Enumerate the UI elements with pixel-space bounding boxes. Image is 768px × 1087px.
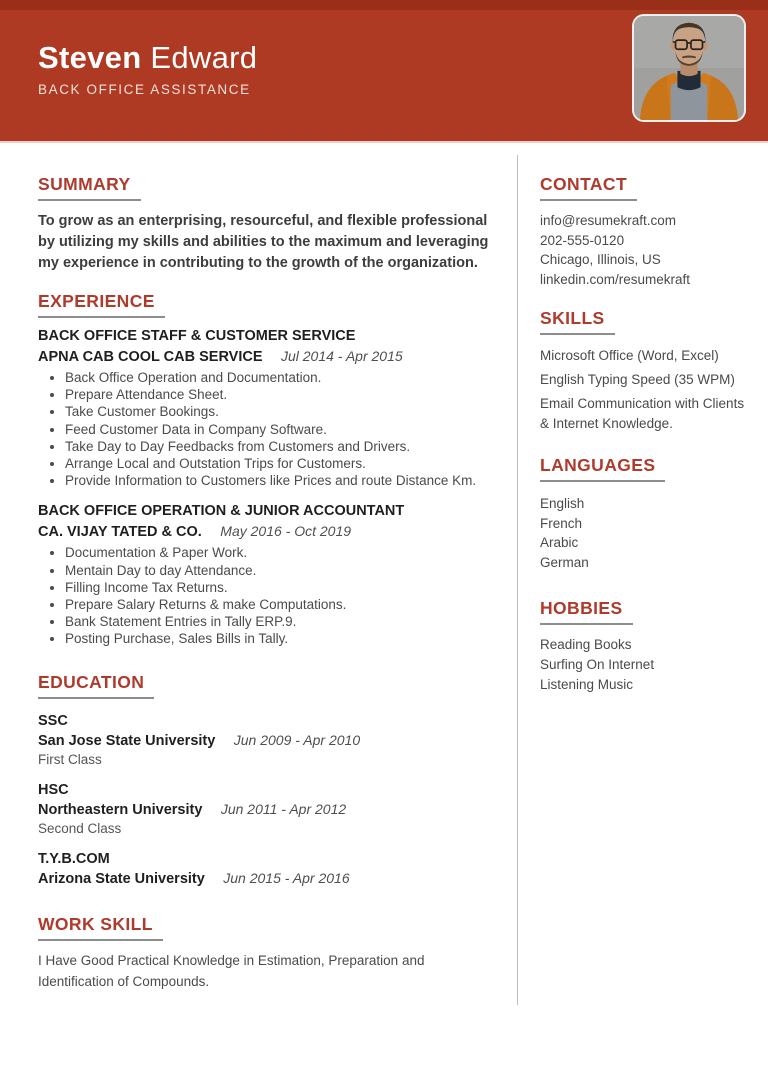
education-degree: SSC <box>38 712 68 729</box>
contact-heading: CONTACT <box>540 174 637 201</box>
job-company: CA. VIJAY TATED & CO. <box>38 524 202 541</box>
job-entry <box>38 327 503 489</box>
language-item: German <box>540 554 589 570</box>
education-entry <box>38 850 503 888</box>
job-bullet: • Take Customer Bookings. <box>65 403 503 420</box>
work-skill-heading: WORK SKILL <box>38 914 163 941</box>
job-bullet: • Provide Information to Customers like Prices and route Distance Km. <box>65 472 503 489</box>
first-name: Steven <box>38 40 142 75</box>
languages-list <box>540 494 752 572</box>
job-bullet: • Back Office Operation and Documentation. <box>65 369 503 386</box>
education-school: Arizona State University <box>38 870 205 887</box>
section-hobbies <box>540 598 752 695</box>
language-item: Arabic <box>540 535 579 550</box>
job-bullet: • Prepare Salary Returns & make Computations. <box>65 596 503 613</box>
job-company: APNA CAB COOL CAB SERVICE <box>38 349 263 365</box>
education-heading: EDUCATION <box>38 672 154 699</box>
experience-heading: EXPERIENCE <box>38 291 165 318</box>
job-title: BACK OFFICE STAFF & CUSTOMER SERVICE <box>38 328 356 344</box>
education-school-row <box>38 800 503 819</box>
education-degree: T.Y.B.COM <box>38 850 110 867</box>
job-bullet: • Bank Statement Entries in Tally ERP.9. <box>65 613 503 630</box>
job-company-row <box>38 522 503 541</box>
work-skill-text: I Have Good Practical Knowledge in Estimation, Preparation and Identification of Compounds. <box>38 952 425 989</box>
hobby-item: Listening Music <box>540 677 634 692</box>
education-entry <box>38 781 503 837</box>
main-column <box>38 143 503 992</box>
summary-text: To grow as an enterprising, resourceful, and flexible professional by utilizing my skills and abilities to the maximum and leveraging my experience in contributing to the growth of the organization. <box>38 213 489 271</box>
job-bullet: • Feed Customer Data in Company Software. <box>65 421 503 438</box>
last-name: Edward <box>150 40 258 75</box>
education-entry <box>38 712 503 768</box>
section-summary <box>38 143 503 274</box>
job-bullet: • Documentation & Paper Work. <box>65 544 503 561</box>
column-divider <box>517 155 518 1005</box>
hobbies-heading: HOBBIES <box>540 598 633 625</box>
contact-location: Chicago, Illinois, US <box>540 252 661 267</box>
job-bullet-list <box>38 544 503 647</box>
contact-linkedin: linkedin.com/resumekraft <box>540 271 691 287</box>
section-education <box>38 672 503 888</box>
education-result: Second Class <box>38 820 122 836</box>
job-entry <box>38 502 503 647</box>
contact-email: info@resumekraft.com <box>540 213 676 228</box>
candidate-job-title: BACK OFFICE ASSISTANCE <box>38 82 251 97</box>
hobby-item: Surfing On Internet <box>540 657 655 672</box>
job-dates: May 2016 - Oct 2019 <box>220 523 352 540</box>
skills-list <box>540 346 752 434</box>
profile-photo-illustration <box>634 16 744 120</box>
hobbies-list <box>540 635 752 695</box>
education-dates: Jun 2015 - Apr 2016 <box>223 869 350 886</box>
language-item: French <box>540 515 583 531</box>
profile-photo <box>632 14 746 122</box>
job-dates: Jul 2014 - Apr 2015 <box>280 348 403 364</box>
education-school-row <box>38 869 503 888</box>
job-bullet: • Prepare Attendance Sheet. <box>65 386 503 403</box>
job-bullet: • Mentain Day to day Attendance. <box>65 562 503 579</box>
contact-list <box>540 211 752 289</box>
language-item: English <box>540 496 585 511</box>
job-bullet-list <box>38 369 503 489</box>
skills-heading: SKILLS <box>540 308 615 335</box>
sidebar-column <box>540 143 752 695</box>
section-languages <box>540 455 752 572</box>
education-dates: Jun 2009 - Apr 2010 <box>233 731 361 748</box>
skill-item: English Typing Speed (35 WPM) <box>540 372 735 387</box>
job-company-row <box>38 347 503 366</box>
section-work-skill <box>38 914 503 992</box>
job-bullet: • Posting Purchase, Sales Bills in Tally. <box>65 630 503 647</box>
education-result: First Class <box>38 751 102 767</box>
skill-item: Microsoft Office (Word, Excel) <box>540 348 719 363</box>
education-school: Northeastern University <box>38 801 203 818</box>
hobby-item: Reading Books <box>540 637 632 652</box>
job-title: BACK OFFICE OPERATION & JUNIOR ACCOUNTANT <box>38 503 405 520</box>
education-school-row <box>38 731 503 750</box>
contact-phone: 202-555-0120 <box>540 232 625 248</box>
education-school: San Jose State University <box>38 732 216 749</box>
education-degree: HSC <box>38 781 69 798</box>
job-bullet: • Arrange Local and Outstation Trips for Customers. <box>65 455 503 472</box>
header-top-strip <box>0 0 768 10</box>
section-experience <box>38 291 503 648</box>
summary-heading: SUMMARY <box>38 174 141 201</box>
section-contact <box>540 143 752 289</box>
section-skills <box>540 308 752 434</box>
education-dates: Jun 2011 - Apr 2012 <box>220 800 347 817</box>
candidate-name <box>38 40 257 76</box>
skill-item: Email Communication with Clients & Internet Knowledge. <box>540 396 745 431</box>
header-banner <box>0 0 768 141</box>
job-bullet: • Take Day to Day Feedbacks from Customers and Drivers. <box>65 438 503 455</box>
job-bullet: • Filling Income Tax Returns. <box>65 579 503 596</box>
languages-heading: LANGUAGES <box>540 455 665 482</box>
